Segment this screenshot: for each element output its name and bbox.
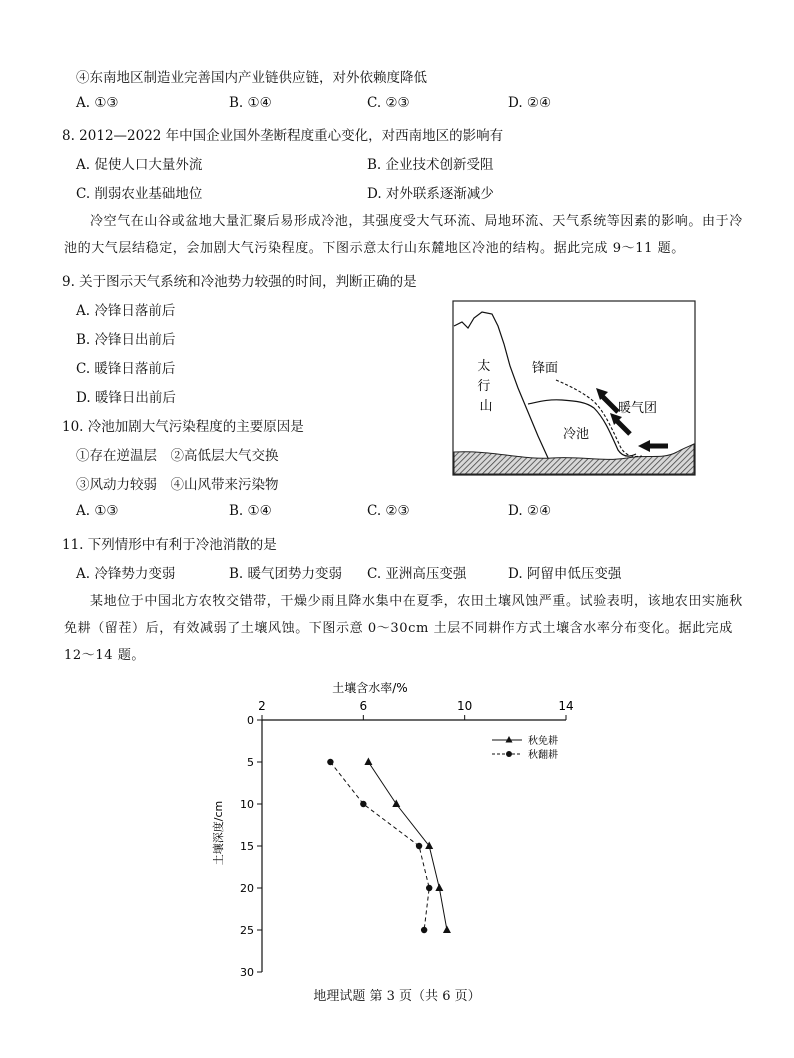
soil-moisture-chart	[200, 678, 600, 978]
series-2-point-1	[327, 759, 333, 765]
q10-stem: 10. 冷池加剧大气污染程度的主要原因是	[62, 419, 304, 435]
q7-option-b[interactable]: B. ①④	[229, 95, 272, 111]
label-front: 锋面	[532, 361, 559, 376]
q7-statement-4: ④东南地区制造业完善国内产业链供应链，对外依赖度降低	[76, 70, 427, 86]
x-tick-label-6: 6	[359, 699, 368, 713]
x-tick-label-14: 14	[558, 699, 574, 713]
series-1-point-4	[435, 884, 443, 892]
q10-option-d[interactable]: D. ②④	[508, 503, 552, 519]
y-axis-label: 土壤深度/cm	[212, 800, 225, 866]
legend-marker-2	[506, 751, 512, 757]
q8-option-b[interactable]: B. 企业技术创新受阻	[367, 157, 494, 173]
q11-stem: 11. 下列情形中有利于冷池消散的是	[62, 537, 277, 553]
passage-cold-pool-text: 冷空气在山谷或盆地大量汇聚后易形成冷池，其强度受大气环流、局地环流、天气系统等因素的影响。由于冷池的大气层结稳定，会加剧大气污染程度。下图示意太行山东麓地区冷池的结构。据此完成 9～11 题。	[64, 214, 743, 256]
passage-soil-text: 某地位于中国北方农牧交错带，干燥少雨且降水集中在夏季，农田土壤风蚀严重。试验表明，该地农田实施秋免耕（留茬）后，有效减弱了土壤风蚀。下图示意 0～30cm 土层不同耕作方式土壤含水率分布变化。据此完成 12～14 题。	[64, 594, 743, 663]
series-2-point-2	[360, 801, 366, 807]
q9-option-a[interactable]: A. 冷锋日落前后	[76, 303, 176, 319]
q7-option-a[interactable]: A. ①③	[76, 95, 119, 111]
q11-option-d[interactable]: D. 阿留申低压变强	[508, 566, 622, 582]
series-2-point-3	[416, 843, 422, 849]
q10-option-c[interactable]: C. ②③	[367, 503, 410, 519]
q9-option-c[interactable]: C. 暖锋日落前后	[76, 361, 176, 377]
q11-option-c[interactable]: C. 亚洲高压变强	[367, 566, 467, 582]
q10-statements-1: ①存在逆温层 ②高低层大气交换	[76, 448, 279, 464]
passage-soil	[64, 588, 744, 669]
label-cold-pool: 冷池	[563, 427, 590, 442]
q11-option-a[interactable]: A. 冷锋势力变弱	[76, 566, 176, 582]
series-1-point-5	[443, 926, 451, 934]
chart-series	[327, 758, 451, 934]
passage-cold-pool	[64, 208, 744, 262]
legend-label-1: 秋免耕	[528, 736, 558, 747]
legend-marker-1	[506, 736, 513, 743]
legend-label-2: 秋翻耕	[528, 750, 558, 761]
q7-option-d[interactable]: D. ②④	[508, 95, 552, 111]
y-tick-label-10: 10	[240, 798, 254, 811]
label-warm-air-mass: 暖气团	[618, 401, 658, 416]
q10-option-b[interactable]: B. ①④	[229, 503, 272, 519]
label-mountain: 太 行 山	[477, 359, 493, 414]
y-tick-label-15: 15	[240, 840, 254, 853]
series-line-2	[330, 762, 429, 930]
series-2-point-5	[421, 927, 427, 933]
q8-option-d[interactable]: D. 对外联系逐渐减少	[367, 186, 494, 202]
series-line-1	[368, 762, 447, 930]
x-tick-label-10: 10	[457, 699, 473, 713]
q10-statements-2: ③风动力较弱 ④山风带来污染物	[76, 477, 279, 493]
y-tick-label-0: 0	[247, 714, 254, 727]
cold-pool-diagram	[452, 300, 696, 476]
q10-option-a[interactable]: A. ①③	[76, 503, 119, 519]
x-tick-label-2: 2	[258, 699, 266, 713]
y-tick-label-30: 30	[240, 966, 254, 978]
q9-stem: 9. 关于图示天气系统和冷池势力较强的时间，判断正确的是	[62, 274, 417, 290]
y-tick-label-5: 5	[247, 756, 254, 769]
q11-option-b[interactable]: B. 暖气团势力变弱	[229, 566, 343, 582]
y-tick-label-25: 25	[240, 924, 254, 937]
chart-axes	[240, 699, 574, 978]
chart-title: 土壤含水率/%	[332, 681, 408, 695]
page-footer: 地理试题 第 3 页（共 6 页）	[313, 989, 481, 1004]
q8-option-a[interactable]: A. 促使人口大量外流	[76, 157, 203, 173]
chart-legend	[492, 734, 558, 761]
y-tick-label-20: 20	[240, 882, 254, 895]
q7-option-c[interactable]: C. ②③	[367, 95, 410, 111]
q8-option-c[interactable]: C. 削弱农业基础地位	[76, 186, 203, 202]
series-2-point-4	[426, 885, 432, 891]
q9-option-b[interactable]: B. 冷锋日出前后	[76, 332, 176, 348]
series-1-point-1	[364, 758, 372, 766]
q9-option-d[interactable]: D. 暖锋日出前后	[76, 390, 176, 406]
q8-stem: 8. 2012—2022 年中国企业国外垄断程度重心变化，对西南地区的影响有	[62, 128, 504, 144]
